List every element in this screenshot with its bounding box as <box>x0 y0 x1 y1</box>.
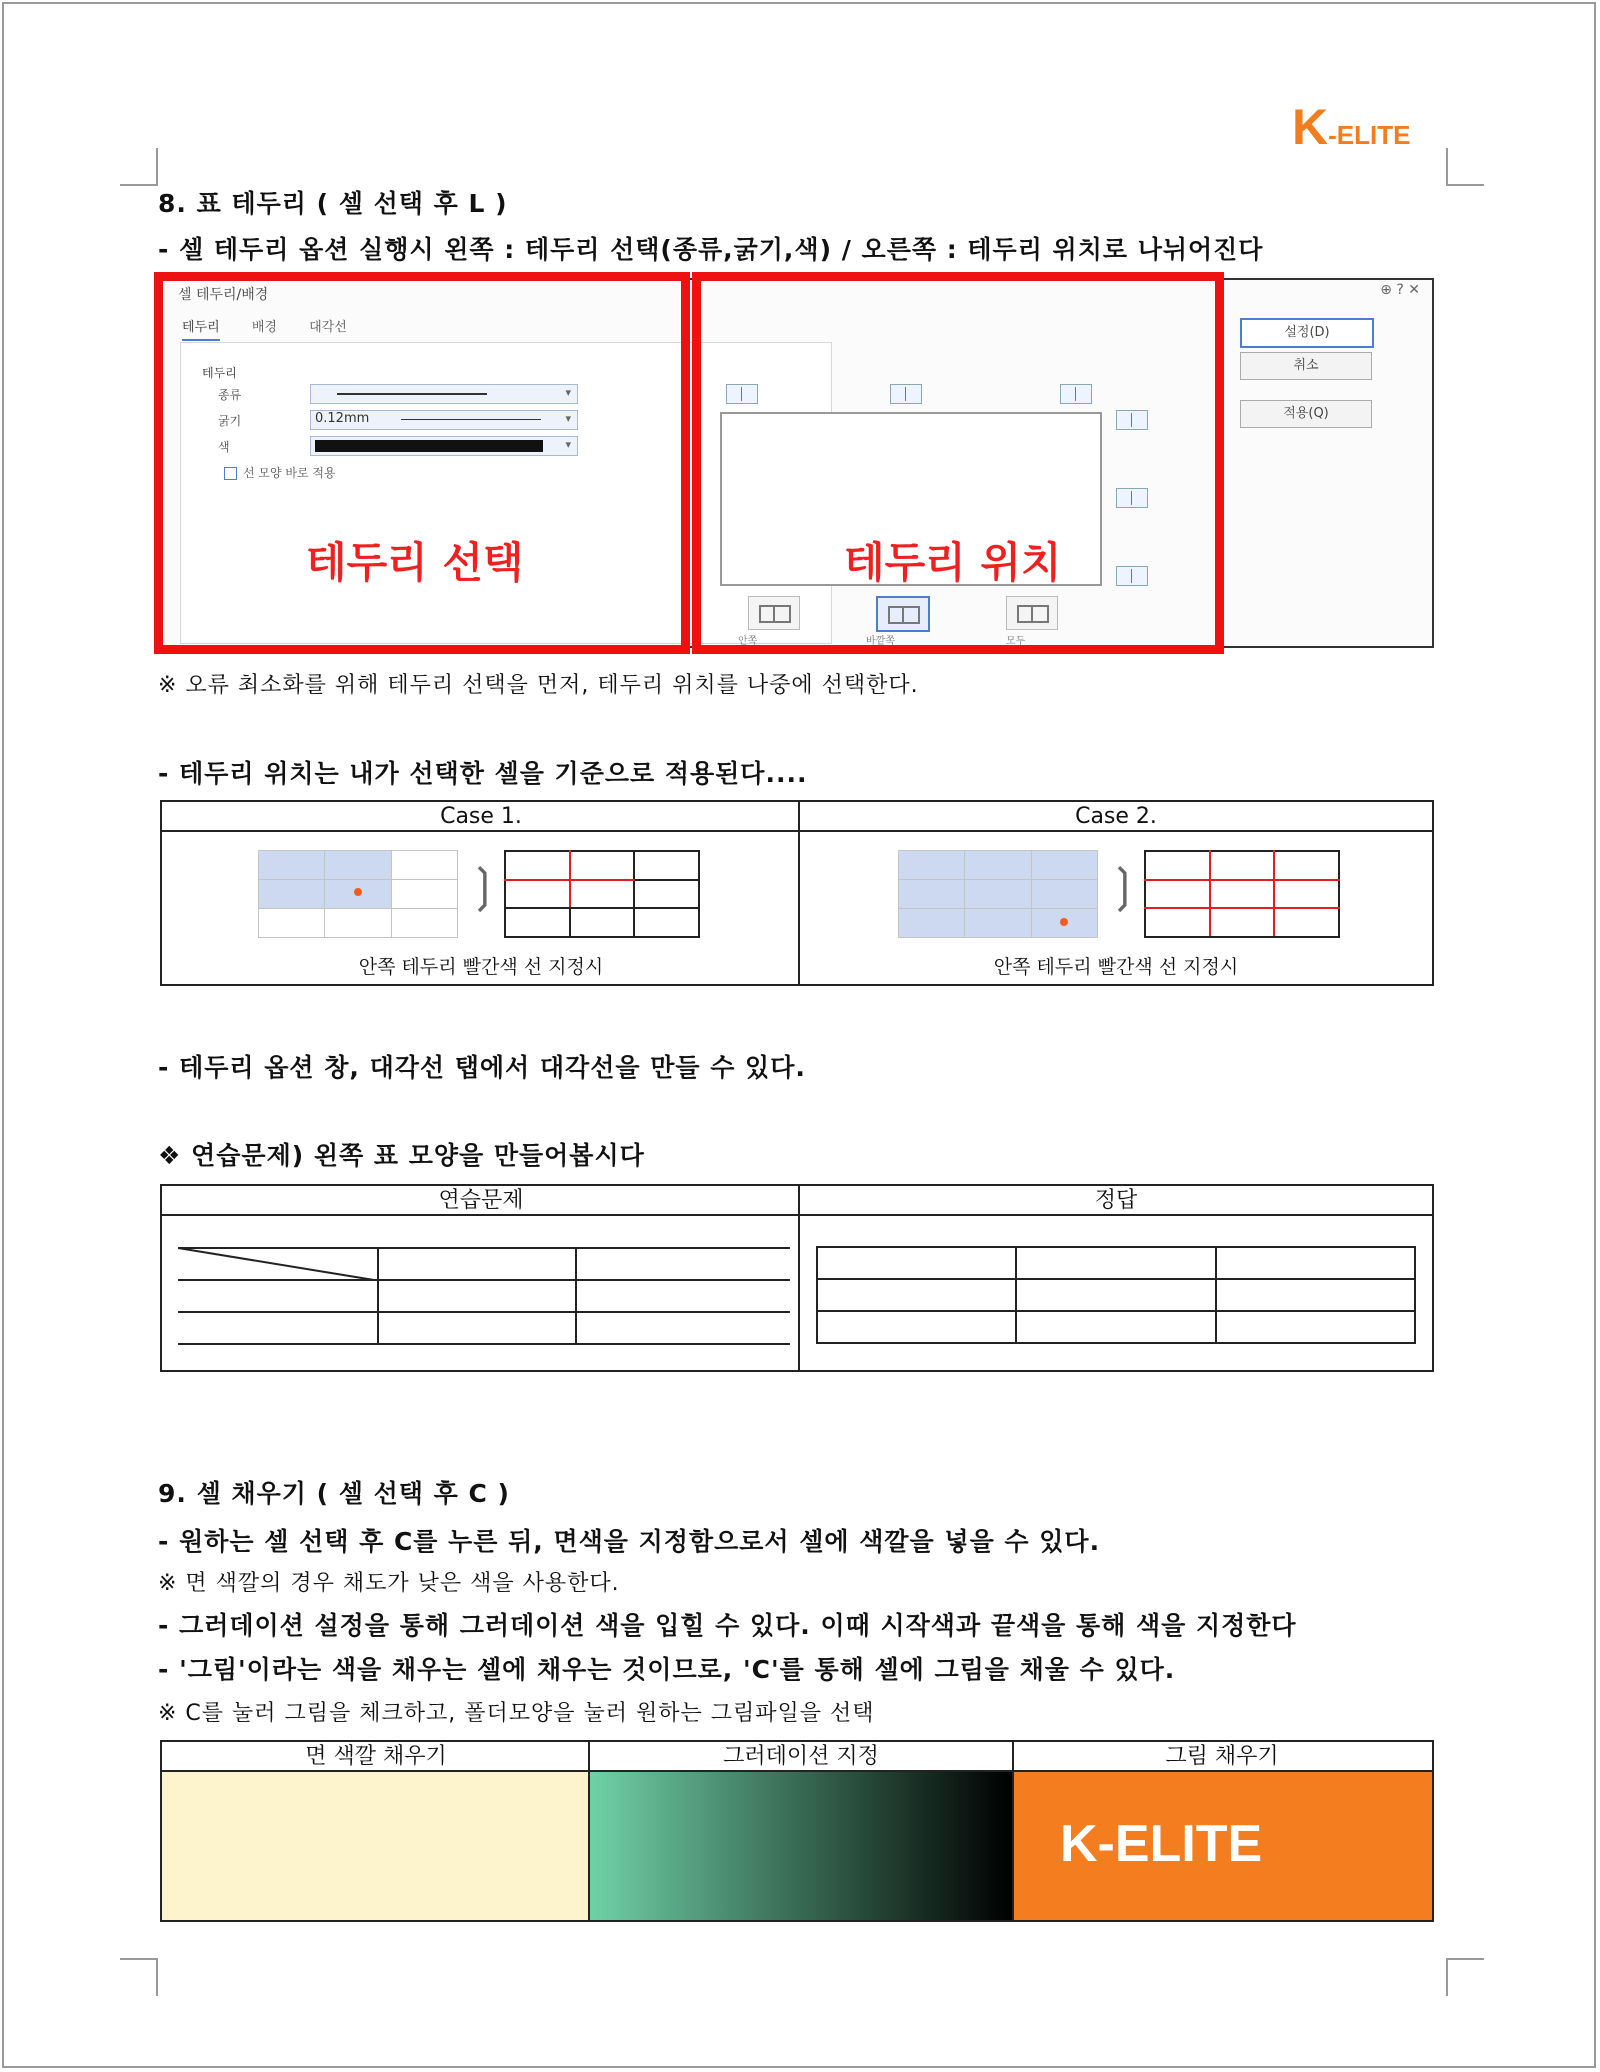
section8-line3: - 테두리 옵션 창, 대각선 탭에서 대각선을 만들 수 있다. <box>158 1053 806 1082</box>
selected-cell-dot <box>1060 918 1068 926</box>
picture-fill-header: 그림 채우기 <box>1012 1742 1432 1772</box>
tab-diagonal[interactable]: 대각선 <box>309 320 347 335</box>
case2-caption: 안쪽 테두리 빨간색 선 지정시 <box>993 956 1239 978</box>
tab-border[interactable]: 테두리 <box>182 320 220 341</box>
practice-table-divider <box>798 1186 800 1370</box>
practice-table <box>160 1184 1434 1372</box>
section8-line2: - 테두리 위치는 내가 선택한 셀을 기준으로 적용된다.... <box>158 759 808 788</box>
checkbox-label: 선 모양 바로 적용 <box>243 466 336 480</box>
label-inside: 안쪽 <box>738 636 758 647</box>
label-outside: 바깥쪽 <box>866 636 895 647</box>
border-group-label: 테두리 <box>202 366 237 380</box>
tab-background[interactable]: 배경 <box>251 320 277 335</box>
section8-heading: 8. 표 테두리 ( 셀 선택 후 L ) <box>158 189 508 218</box>
case2-before-grid <box>898 850 1098 938</box>
label-color: 색 <box>218 440 230 454</box>
crop-mark-top-right <box>1446 148 1484 186</box>
gradient-sample <box>590 1772 1012 1920</box>
chevron-down-icon: ▾ <box>565 386 571 399</box>
case2-header: Case 2. <box>800 802 1432 832</box>
label-all: 모두 <box>1006 636 1026 647</box>
case1-header: Case 1. <box>162 802 800 832</box>
border-select-highlight <box>154 272 690 654</box>
kelite-logo <box>1292 98 1410 156</box>
answer-header: 정답 <box>800 1186 1432 1216</box>
arrow-right-icon: ❳ <box>464 858 503 912</box>
case1-caption: 안쪽 테두리 빨간색 선 지정시 <box>358 956 604 978</box>
chevron-down-icon: ▾ <box>565 412 571 425</box>
confirm-button[interactable]: 설정(D) <box>1240 318 1374 348</box>
border-select-label: 테두리 선택 <box>306 538 524 587</box>
section9-line2: - 그러데이션 설정을 통해 그러데이션 색을 입힐 수 있다. 이때 시작색과 끝색을 통해 색을 지정한다 <box>158 1611 1297 1640</box>
crop-mark-bottom-left <box>120 1958 158 1996</box>
thickness-value: 0.12mm <box>315 411 370 426</box>
face-color-header: 면 색깔 채우기 <box>162 1742 590 1772</box>
chevron-down-icon: ▾ <box>565 438 571 451</box>
border-position-highlight <box>692 272 1224 654</box>
picture-fill-sample <box>1014 1772 1432 1920</box>
practice-header: 연습문제 <box>162 1186 800 1216</box>
apply-button[interactable]: 적용(Q) <box>1240 400 1372 428</box>
border-position-label: 테두리 위치 <box>844 538 1062 587</box>
crop-mark-top-left <box>120 148 158 186</box>
fill-table-divider-2 <box>1012 1742 1014 1920</box>
section9-line1: - 원하는 셀 선택 후 C를 누른 뒤, 면색을 지정함으로서 셀에 색깔을 넣을 수 있다. <box>158 1527 1101 1556</box>
dialog-title: 셀 테두리/배경 <box>178 287 269 303</box>
arrow-right-icon: ❳ <box>1104 858 1143 912</box>
gradient-header: 그러데이션 지정 <box>590 1742 1012 1772</box>
label-type: 종류 <box>218 388 242 402</box>
logo-k: K <box>1292 99 1329 155</box>
section9-heading: 9. 셀 채우기 ( 셀 선택 후 C ) <box>158 1479 510 1508</box>
crop-mark-bottom-right <box>1446 1958 1484 1996</box>
selected-cell-dot <box>354 888 362 896</box>
label-thickness: 굵기 <box>218 414 242 428</box>
section9-line3: - '그림'이라는 색을 채우는 셀에 채우는 것이므로, 'C'를 통해 셀에 그림을 채울 수 있다. <box>158 1655 1176 1684</box>
case1-after-grid <box>504 850 700 938</box>
section8-line1: - 셀 테두리 옵션 실행시 왼쪽 : 테두리 선택(종류,굵기,색) / 오른쪽 : 테두리 위치로 나뉘어진다 <box>158 235 1264 264</box>
fill-table-divider-1 <box>588 1742 590 1920</box>
section9-note2: ※ C를 눌러 그림을 체크하고, 폴더모양을 눌러 원하는 그림파일을 선택 <box>158 1701 875 1726</box>
logo-rest: -ELITE <box>1328 120 1411 150</box>
cancel-button[interactable]: 취소 <box>1240 352 1372 380</box>
practice-heading: ❖ 연습문제) 왼쪽 표 모양을 만들어봅시다 <box>158 1141 645 1170</box>
section9-note1: ※ 면 색깔의 경우 채도가 낮은 색을 사용한다. <box>158 1571 620 1596</box>
section8-note1: ※ 오류 최소화를 위해 테두리 선택을 먼저, 테두리 위치를 나중에 선택한다. <box>158 673 919 698</box>
fill-table <box>160 1740 1434 1922</box>
case-table <box>160 800 1434 986</box>
case2-after-grid <box>1144 850 1340 938</box>
window-controls: ⊕ ? ✕ <box>1380 282 1420 298</box>
face-color-sample <box>162 1772 588 1920</box>
kelite-picture-text: K-ELITE <box>1060 1815 1263 1873</box>
practice-drawing <box>178 1246 790 1354</box>
answer-grid <box>816 1246 1416 1344</box>
